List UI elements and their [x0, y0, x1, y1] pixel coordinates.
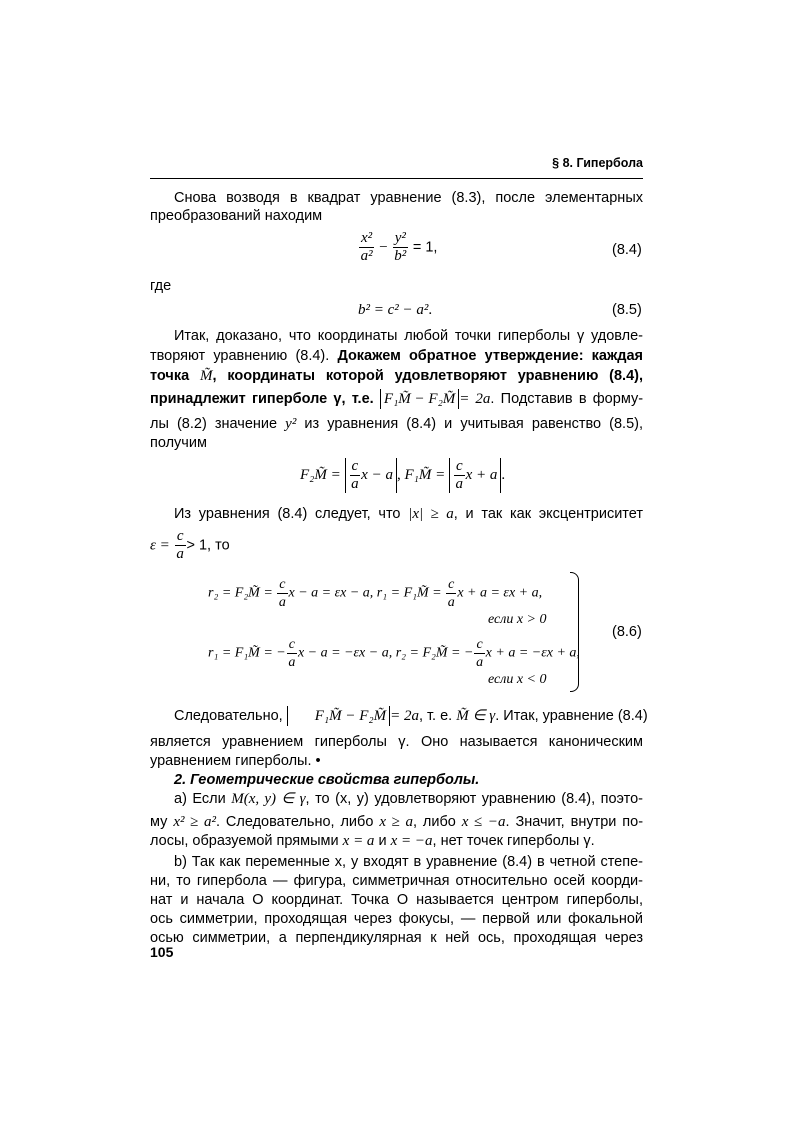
math-expression: F₂M̃ =	[300, 466, 341, 483]
math-expression: = 2a	[459, 391, 491, 407]
fraction-numerator: c	[455, 458, 463, 474]
paragraph-line: ни, то гипербола — фигура, симметричная относительно осей коорди-	[150, 873, 643, 889]
running-header	[150, 150, 643, 179]
paragraph-line: Итак, доказано, что координаты любой точки гиперболы γ удовле-	[174, 328, 643, 344]
condition-x-negative: если x < 0	[488, 672, 547, 687]
equation-rhs: = 1,	[412, 239, 438, 256]
fraction-numerator: c	[351, 458, 359, 474]
paragraph-line	[150, 414, 643, 434]
paragraph-line: ось симметрии, проходящая через фокусы, — первой или фокальной	[150, 911, 643, 927]
bold-text: , координаты которой удовлетворяют уравнению (8.4),	[212, 368, 643, 384]
text-run: . Итак, уравнение (8.4)	[495, 708, 648, 724]
paragraph-line: уравнением гиперболы. •	[150, 753, 321, 769]
fraction-numerator: c	[448, 577, 455, 592]
text-run: лосы, образуемой прямыми	[150, 833, 339, 849]
math-expression: = 2a	[390, 708, 419, 724]
text-run: . Следовательно, либо	[215, 814, 374, 830]
fraction-numerator: x²	[361, 230, 373, 246]
paragraph-line	[150, 346, 643, 366]
text-run: , то (x, y) удовлетворяют уравнению (8.4), поэто-	[305, 791, 644, 807]
math-expression: x − a = −εx − a, r₂ = F₂M̃ = −	[297, 645, 474, 661]
paragraph-line	[150, 789, 643, 809]
paragraph-line	[150, 504, 643, 524]
paragraph-line: является уравнением гиперболы γ. Оно называется каноническим	[150, 734, 643, 750]
paragraph-line: b) Так как переменные x, y входят в уравнение (8.4) в четной степе-	[174, 854, 643, 870]
math-expression: x² ≥ a²	[173, 814, 216, 830]
fraction-denominator: a	[455, 476, 464, 492]
math-expression: x + a	[465, 466, 498, 483]
text-run: . Подставив в форму-	[490, 391, 644, 407]
fraction-denominator: a	[278, 595, 286, 610]
math-expression: x + a = −εx + a,	[485, 645, 580, 661]
page-number: 105	[150, 944, 174, 960]
equation-label: (8.5)	[612, 302, 642, 318]
math-expression: x − a	[361, 466, 393, 483]
fraction-denominator: a	[176, 546, 184, 562]
fraction-denominator: a	[447, 595, 455, 610]
paragraph-line: где	[150, 278, 172, 294]
paragraph-line: получим	[150, 435, 207, 451]
condition-x-positive: если x > 0	[488, 612, 547, 627]
fraction-denominator: a	[476, 655, 484, 670]
math-expression: ε =	[150, 537, 170, 554]
text-run: , либо	[412, 814, 456, 830]
punctuation: .	[501, 466, 506, 483]
section-title: § 8. Гипербола	[552, 156, 643, 170]
eccentricity	[150, 528, 230, 563]
paragraph-line: осью симметрии, а перпендикулярная к ней ось, проходящая через	[150, 930, 643, 946]
punctuation: ,	[396, 466, 401, 483]
text-run: лы (8.2) значение	[150, 416, 278, 432]
equation-expression: b² = c² − a²	[358, 302, 429, 318]
paragraph-line	[150, 812, 643, 832]
math-expression: F₁M̃ =	[404, 466, 446, 483]
bold-text: принадлежит гиперболе γ, т.е.	[150, 391, 374, 407]
text-run: , нет точек гиперболы γ.	[432, 833, 595, 849]
text-run: > 1, то	[186, 537, 230, 554]
text-run: a) Если	[174, 791, 226, 807]
punctuation: .	[428, 302, 433, 318]
fraction-denominator: b²	[394, 248, 407, 264]
text-run: . Значит, внутри по-	[505, 814, 644, 830]
paragraph-line: преобразований находим	[150, 208, 323, 224]
paragraph-line	[150, 706, 648, 726]
paragraph-line: нат и начала O координат. Точка O называется центром гиперболы,	[150, 892, 643, 908]
math-symbol: y²	[285, 416, 297, 432]
math-expression: x ≤ −a	[461, 814, 506, 830]
text-run: творяют уравнению (8.4).	[150, 348, 330, 364]
math-symbol: M̃	[199, 368, 213, 384]
fraction-numerator: c	[476, 637, 483, 652]
equation-8-4	[358, 230, 437, 265]
math-expression: x + a = εx + a,	[457, 585, 543, 601]
equation-8-6-row-2	[208, 636, 580, 671]
bold-text: Докажем обратное утверждение: каждая	[337, 348, 643, 364]
equation-distances	[300, 458, 505, 493]
text-run: , и так как эксцентриситет	[453, 506, 644, 522]
math-expression: M̃ ∈ γ	[456, 708, 496, 724]
fraction-numerator: c	[176, 528, 184, 544]
paragraph-line	[150, 831, 643, 851]
fraction-numerator: c	[279, 577, 286, 592]
absolute-value: F₁M̃ − F₂M̃	[287, 706, 390, 726]
right-brace	[570, 572, 579, 692]
equation-8-6-row-1	[208, 576, 542, 611]
math-expression: |x| ≥ a	[408, 506, 454, 522]
equation-label: (8.6)	[612, 624, 642, 640]
fraction-denominator: a²	[360, 248, 373, 264]
equation-label: (8.4)	[612, 242, 642, 258]
paragraph-line: Снова возводя в квадрат уравнение (8.3), после элементарных	[174, 190, 643, 206]
absolute-value: F₁M̃ − F₂M̃	[380, 389, 459, 409]
math-expression: r₁ = F₁M̃ = −	[208, 645, 286, 661]
fraction-numerator: c	[288, 637, 295, 652]
math-expression: M(x, y) ∈ γ	[231, 791, 306, 807]
math-expression: r₂ = F₂M̃ =	[208, 585, 277, 601]
paragraph-line	[150, 389, 643, 409]
operator: −	[379, 239, 388, 256]
math-expression: x − a = εx − a, r₁ = F₁M̃ =	[288, 585, 446, 601]
fraction-numerator: y²	[394, 230, 406, 246]
equation-8-5	[358, 302, 432, 319]
bold-text: точка	[150, 368, 190, 384]
text-run: , т. е.	[418, 708, 453, 724]
math-expression: x = a	[342, 833, 375, 849]
math-expression: x ≥ a	[379, 814, 413, 830]
text-run: и	[378, 833, 387, 849]
text-run: из уравнения (8.4) и учитывая равенство (8.5),	[304, 416, 644, 432]
text-run: Из уравнения (8.4) следует, что	[174, 506, 401, 522]
section-heading: 2. Геометрические свойства гиперболы.	[174, 772, 480, 788]
text-run: му	[150, 814, 168, 830]
paragraph-line	[150, 366, 643, 386]
text-run: Следовательно,	[174, 708, 283, 724]
math-expression: x = −a	[390, 833, 433, 849]
fraction-denominator: a	[288, 655, 296, 670]
fraction-denominator: a	[351, 476, 359, 492]
